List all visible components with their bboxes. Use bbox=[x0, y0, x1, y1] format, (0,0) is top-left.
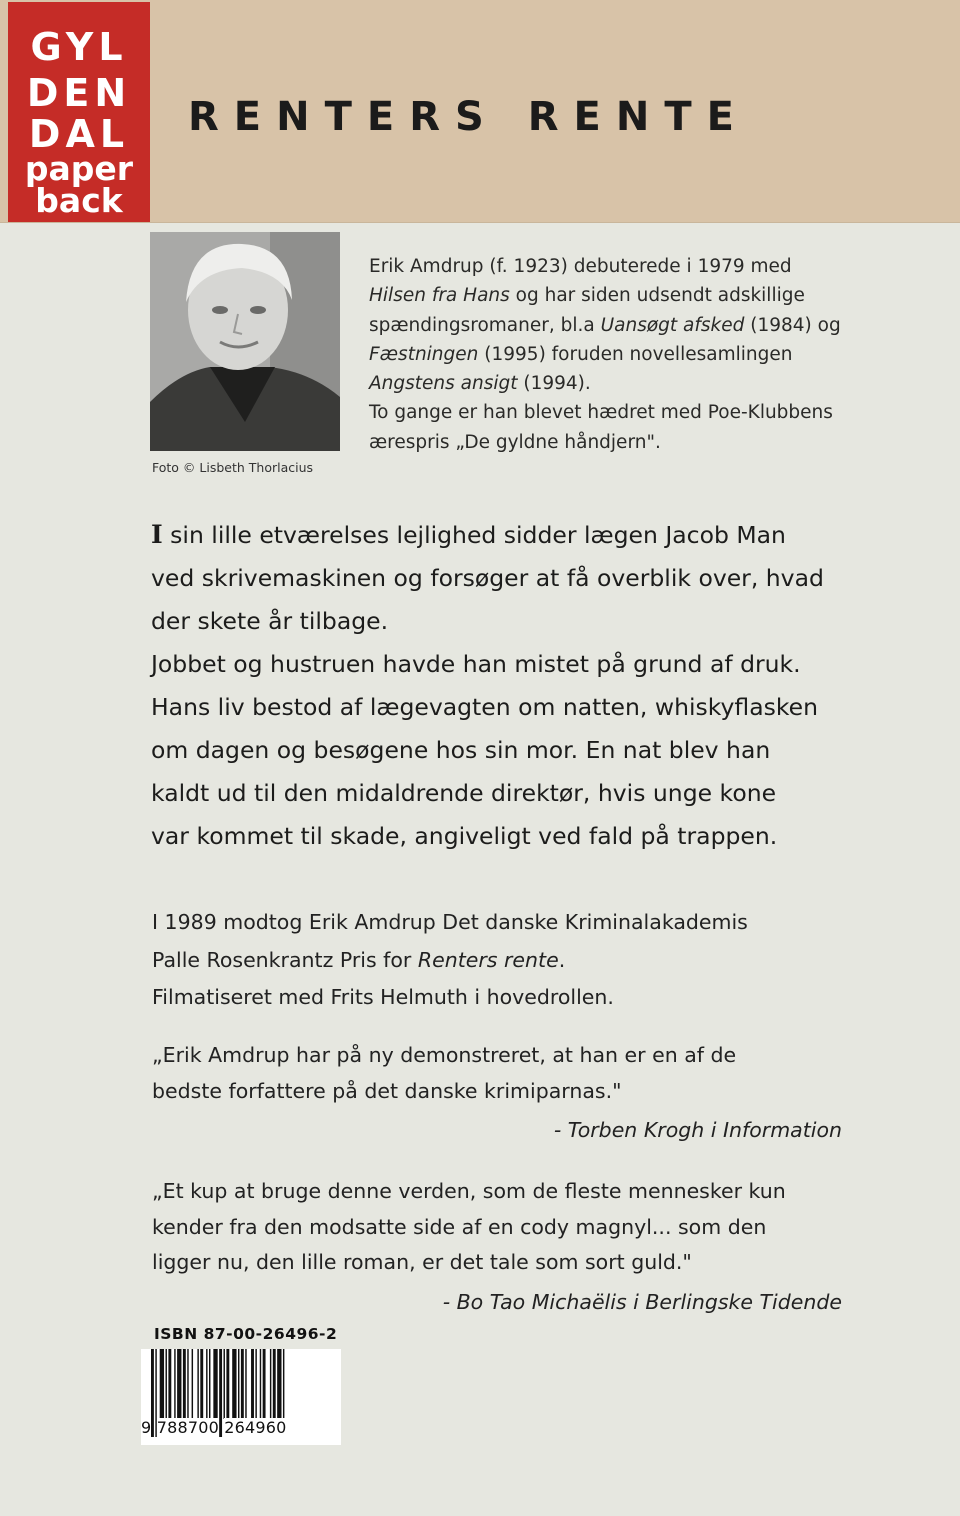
author-portrait-icon bbox=[150, 232, 340, 451]
barcode-bar bbox=[192, 1349, 193, 1419]
barcode-left-group: 788700 bbox=[156, 1418, 219, 1437]
prize-text: Palle Rosenkrantz Pris for bbox=[152, 947, 418, 972]
barcode-digits bbox=[141, 1418, 341, 1437]
barcode-bar bbox=[277, 1349, 281, 1419]
review-quote-2 bbox=[152, 1174, 842, 1320]
bio-text: (1984) og bbox=[744, 314, 841, 336]
barcode-bar bbox=[263, 1349, 266, 1419]
barcode-bar bbox=[270, 1349, 271, 1419]
barcode-bar bbox=[273, 1349, 276, 1419]
barcode-bar bbox=[238, 1349, 239, 1419]
quote-attribution: - Bo Tao Michaëlis i Berlingske Tidende bbox=[442, 1289, 842, 1314]
gyldendal-paperback-logo bbox=[8, 2, 150, 222]
bio-line bbox=[369, 281, 889, 310]
bio-text: (1994). bbox=[517, 373, 591, 395]
author-bio bbox=[369, 252, 889, 457]
book-title-italic: Hilsen fra Hans bbox=[369, 285, 510, 307]
barcode-bar bbox=[166, 1349, 167, 1419]
quote-line: ligger nu, den lille roman, er det tale som sort guld." bbox=[152, 1250, 692, 1274]
logo-line-5: back bbox=[35, 181, 123, 220]
barcode-bar bbox=[255, 1349, 256, 1419]
blurb-line: Jobbet og hustruen havde han mistet på grund af druk. bbox=[151, 650, 801, 678]
prize-line: Filmatiseret med Frits Helmuth i hovedrollen. bbox=[152, 985, 614, 1009]
prize-line bbox=[152, 942, 872, 980]
quote-line: kender fra den modsatte side af en cody magnyl... som den bbox=[152, 1214, 767, 1239]
barcode-first-digit: 9 bbox=[141, 1418, 152, 1437]
prize-line: I 1989 modtog Erik Amdrup Det danske Kriminalakademis bbox=[152, 910, 748, 934]
review-quote-1 bbox=[152, 1038, 842, 1149]
blurb-line: var kommet til skade, angiveligt ved fald på trappen. bbox=[151, 822, 778, 850]
quote-line: „Erik Amdrup har på ny demonstreret, at han er en af de bbox=[152, 1043, 737, 1067]
bio-line bbox=[369, 369, 889, 398]
barcode-bar bbox=[183, 1349, 186, 1419]
barcode-right-group: 264960 bbox=[224, 1418, 287, 1437]
prize-info bbox=[152, 904, 872, 1017]
bio-text: (1995) foruden novellesamlingen bbox=[478, 343, 793, 365]
quote-attribution: - Torben Krogh i Information bbox=[553, 1118, 842, 1142]
bio-line bbox=[369, 311, 889, 340]
photo-credit: Foto © Lisbeth Thorlacius bbox=[152, 460, 314, 475]
barcode-bar bbox=[224, 1349, 225, 1419]
quote-line: bedste forfattere på det danske krimiparnas." bbox=[152, 1078, 622, 1103]
blurb-line: ved skrivemaskinen og forsøger at få overblik over, hvad bbox=[151, 564, 824, 592]
logo-line-2: DEN bbox=[26, 71, 132, 115]
barcode-bar bbox=[232, 1349, 236, 1419]
quote-line: „Et kup at bruge denne verden, som de fleste mennesker kun bbox=[152, 1179, 786, 1203]
bio-line: ærespris „De gyldne håndjern". bbox=[369, 431, 661, 453]
barcode-bar bbox=[168, 1349, 171, 1419]
blurb-line: der skete år tilbage. bbox=[151, 607, 389, 635]
book-title-italic: Renters rente bbox=[417, 947, 559, 972]
barcode-bar bbox=[160, 1349, 164, 1419]
barcode-bar bbox=[209, 1349, 210, 1419]
barcode-bar bbox=[177, 1349, 181, 1419]
logo-line-1: GYL bbox=[30, 25, 128, 69]
author-photo bbox=[150, 232, 340, 451]
plot-blurb bbox=[151, 513, 871, 858]
barcode-bar bbox=[206, 1349, 207, 1419]
bio-text: og har siden udsendt adskillige bbox=[509, 285, 805, 307]
bio-text: spændingsromaner, bl.a bbox=[369, 314, 601, 336]
barcode-bar bbox=[226, 1349, 229, 1419]
isbn-label: ISBN 87-00-26496-2 bbox=[154, 1325, 338, 1343]
blurb-line: kaldt ud til den midaldrende direktør, hvis unge kone bbox=[151, 779, 777, 807]
logo-line-4: paper bbox=[24, 149, 134, 188]
blurb-line: Hans liv bestod af lægevagten om natten, whiskyflasken bbox=[151, 693, 818, 721]
bio-line: Erik Amdrup (f. 1923) debuterede i 1979 med bbox=[369, 256, 792, 277]
barcode-bar bbox=[187, 1349, 188, 1419]
barcode-bar bbox=[197, 1349, 198, 1419]
barcode-bar bbox=[241, 1349, 244, 1419]
barcode-bar bbox=[251, 1349, 254, 1419]
blurb-line: om dagen og besøgene hos sin mor. En nat blev han bbox=[151, 736, 771, 764]
barcode bbox=[141, 1349, 341, 1445]
blurb-line bbox=[151, 513, 871, 557]
logo-line-3: DAL bbox=[28, 112, 130, 156]
barcode-bar bbox=[245, 1349, 246, 1419]
book-title-italic: Uansøgt afsked bbox=[600, 314, 745, 336]
bio-line bbox=[369, 340, 889, 369]
barcode-bar bbox=[213, 1349, 217, 1419]
book-title-italic: Angstens ansigt bbox=[369, 373, 518, 395]
blurb-text: sin lille etværelses lejlighed sidder lægen Jacob Man bbox=[162, 521, 786, 549]
barcode-bar bbox=[260, 1349, 261, 1419]
book-title: RENTERS RENTE bbox=[188, 94, 749, 140]
barcode-bar bbox=[200, 1349, 203, 1419]
bio-line: To gange er han blevet hædret med Poe-Klubbens bbox=[369, 402, 833, 424]
barcode-bar bbox=[174, 1349, 175, 1419]
drop-cap: I bbox=[151, 520, 163, 549]
prize-text: . bbox=[558, 947, 566, 972]
book-title-italic: Fæstningen bbox=[369, 343, 479, 365]
